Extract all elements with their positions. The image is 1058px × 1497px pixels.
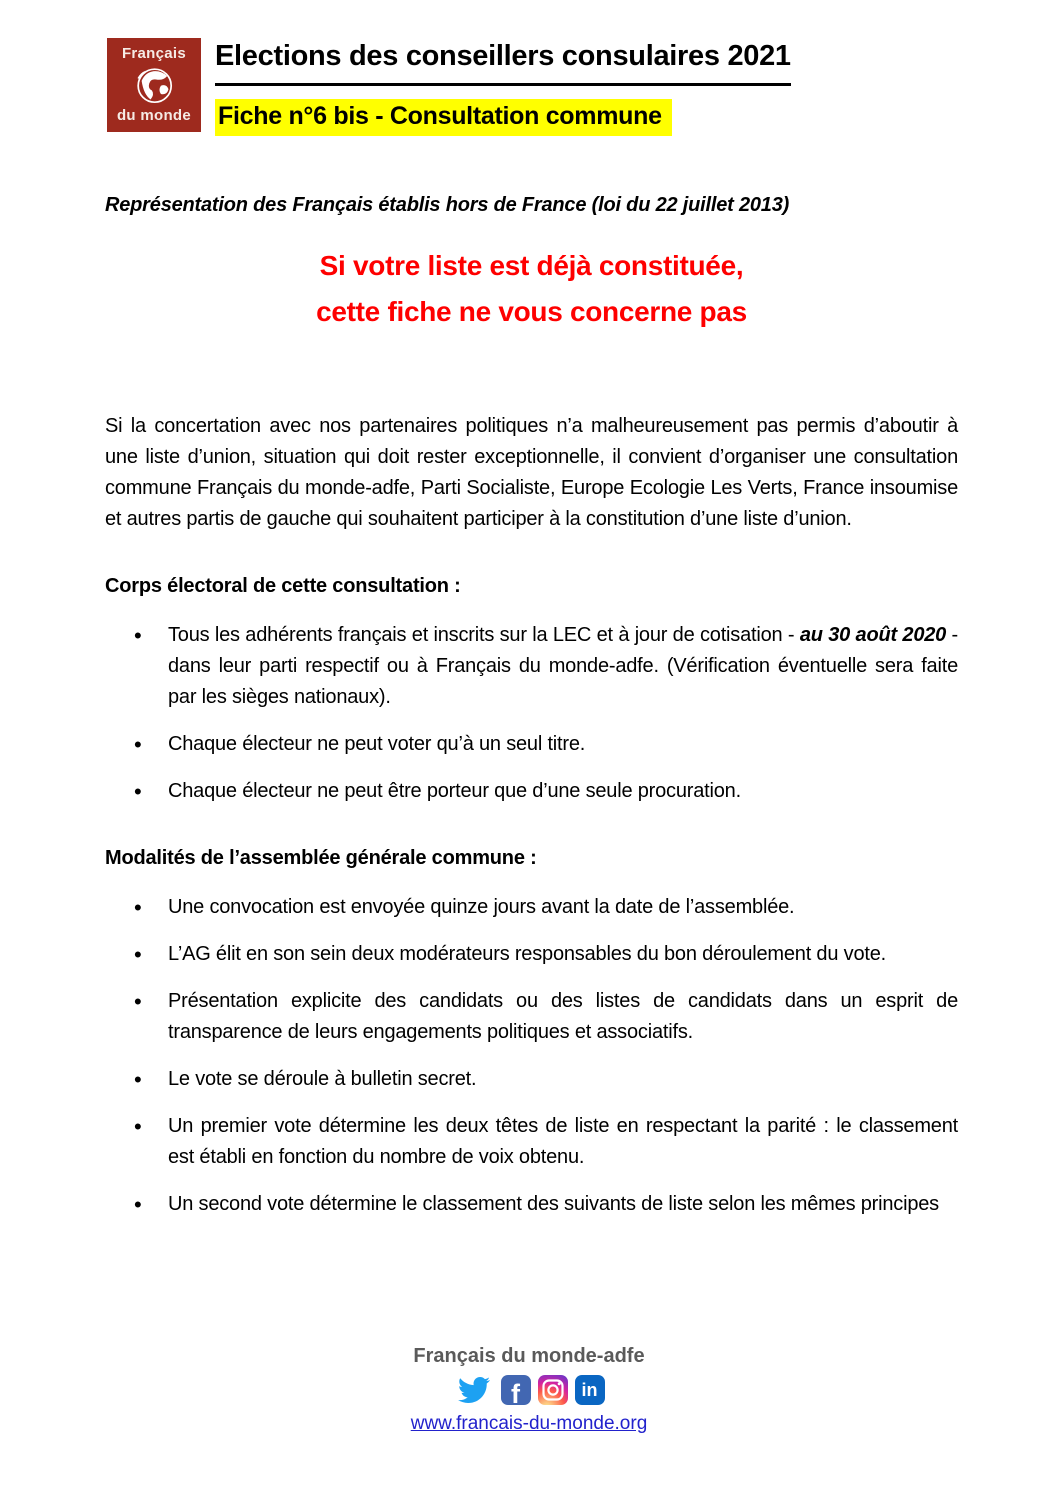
section-heading-corps-electoral: Corps électoral de cette consultation : bbox=[105, 575, 461, 597]
list-item: • Chaque électeur ne peut être porteur que d’une seule procuration. bbox=[105, 776, 958, 807]
document-body bbox=[0, 194, 1058, 1220]
twitter-icon[interactable] bbox=[454, 1374, 494, 1406]
social-icons-row bbox=[0, 1373, 1058, 1407]
list-item: • Le vote se déroule à bulletin secret. bbox=[105, 1064, 958, 1095]
list-item: • Un second vote détermine le classement des suivants de liste selon les mêmes principes bbox=[105, 1189, 958, 1220]
list-item: • Une convocation est envoyée quinze jours avant la date de l’assemblée. bbox=[105, 892, 958, 923]
camera-icon bbox=[538, 1375, 568, 1405]
warning-line-1: Si votre liste est déjà constituée, bbox=[319, 250, 744, 281]
warning-text bbox=[105, 243, 958, 335]
document-header bbox=[107, 38, 1058, 136]
document-footer bbox=[0, 1345, 1058, 1435]
list-item: • Un premier vote détermine les deux têtes de liste en respectant la parité : le classement est établi en fonction du nombre de voix obtenu. bbox=[105, 1111, 958, 1173]
list-item: • L’AG élit en son sein deux modérateurs responsables du bon déroulement du vote. bbox=[105, 939, 958, 970]
francais-du-monde-logo bbox=[107, 38, 201, 132]
list-item: • Tous les adhérents français et inscrits sur la LEC et à jour de cotisation - au 30 août 2020 - dans leur parti respectif ou à Français du monde-adfe. (Vérification éventuelle sera faite par les sièges nationaux). bbox=[105, 620, 958, 713]
globe-icon bbox=[132, 63, 176, 107]
warning-line-2: cette fiche ne vous concerne pas bbox=[316, 296, 747, 327]
document-title: Elections des conseillers consulaires 2021 bbox=[215, 40, 791, 86]
logo-text-top: Français bbox=[121, 45, 187, 62]
list-item: • Chaque électeur ne peut voter qu’à un seul titre. bbox=[105, 729, 958, 760]
footer-org-name: Français du monde-adfe bbox=[413, 1345, 645, 1367]
logo-text-bottom: du monde bbox=[116, 107, 192, 124]
bullet-list-corps-electoral bbox=[105, 620, 958, 807]
instagram-icon[interactable] bbox=[538, 1375, 568, 1405]
bullet-list-modalites bbox=[105, 892, 958, 1220]
facebook-icon[interactable]: f bbox=[501, 1375, 531, 1405]
law-reference-line: Représentation des Français établis hors de France (loi du 22 juillet 2013) bbox=[105, 194, 790, 216]
linkedin-icon[interactable]: in bbox=[575, 1375, 605, 1405]
section-heading-modalites: Modalités de l’assemblée générale commune : bbox=[105, 847, 537, 869]
website-link[interactable]: www.francais-du-monde.org bbox=[410, 1413, 648, 1434]
list-item: • Présentation explicite des candidats ou des listes de candidats dans un esprit de transparence de leurs engagements politiques et associatifs. bbox=[105, 986, 958, 1048]
intro-paragraph: Si la concertation avec nos partenaires politiques n’a malheureusement pas permis d’aboutir à une liste d’union, situation qui doit rester exceptionnelle, il convient d’organiser une consultation commune Français du monde-adfe, Parti Socialiste, Europe Ecologie Les Verts, France insoumise et autres partis de gauche qui souhaitent participer à la constitution d’une liste d’union. bbox=[105, 415, 958, 530]
fiche-banner: Fiche n°6 bis - Consultation commune bbox=[215, 99, 672, 136]
header-text bbox=[215, 38, 791, 136]
